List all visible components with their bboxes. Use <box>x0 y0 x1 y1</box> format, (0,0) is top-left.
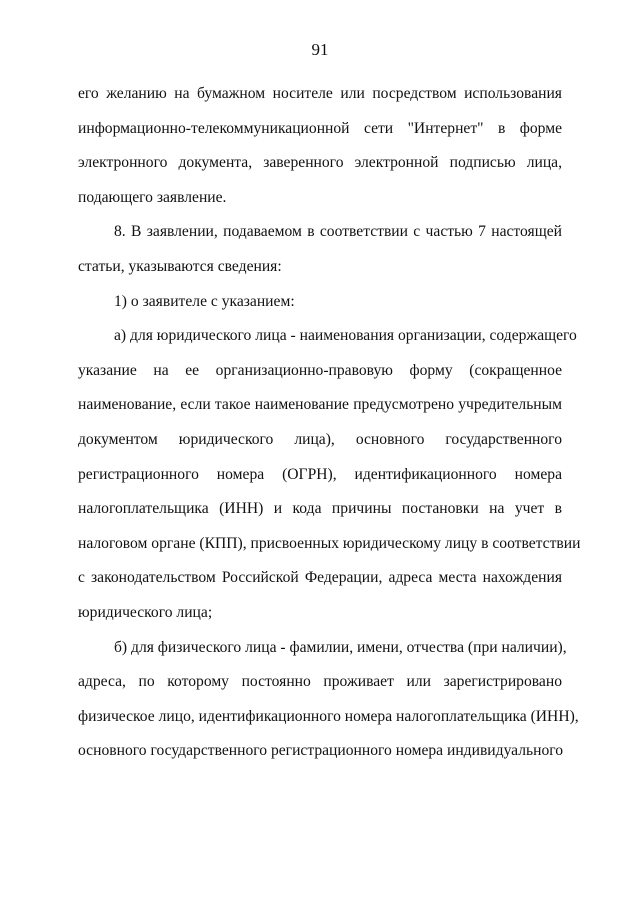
text-line: статьи, указываются сведения: <box>78 257 282 275</box>
page-number: 91 <box>311 40 329 59</box>
text-line: адреса, по которому постоянно проживает или зарегистрировано <box>78 673 562 691</box>
text-line: информационно-телекоммуникационной сети "Интернет" в форме <box>78 119 562 137</box>
text-line: с законодательством Российской Федерации, адреса места нахождения <box>78 569 562 587</box>
text-line: подающего заявление. <box>78 188 227 206</box>
text-line: 1) о заявителе с указанием: <box>114 292 295 310</box>
text-line: его желанию на бумажном носителе или посредством использования <box>78 85 562 102</box>
text-line: основного государственного регистрационного номера индивидуального <box>78 742 564 760</box>
text-line: юридического лица; <box>78 603 213 621</box>
text-line: физическое лицо, идентификационного номера налогоплательщика (ИНН), <box>78 707 579 725</box>
text-line: документом юридического лица), основного государственного <box>78 430 562 448</box>
text-line: электронного документа, заверенного электронной подписью лица, <box>78 154 562 172</box>
text-line: б) для физического лица - фамилии, имени, отчества (при наличии), <box>114 638 567 656</box>
text-line: а) для юридического лица - наименования организации, содержащего <box>114 327 577 345</box>
text-line: 8. В заявлении, подаваемом в соответствии с частью 7 настоящей <box>114 223 562 241</box>
text-line: налогоплательщика (ИНН) и кода причины постановки на учет в <box>78 500 562 518</box>
document-text <box>78 81 581 773</box>
text-line: регистрационного номера (ОГРН), идентификационного номера <box>78 465 562 483</box>
text-line: указание на ее организационно-правовую форму (сокращенное <box>78 361 562 379</box>
text-line: наименование, если такое наименование предусмотрено учредительным <box>78 396 562 414</box>
text-line: налоговом органе (КПП), присвоенных юридическому лицу в соответствии <box>78 534 581 552</box>
